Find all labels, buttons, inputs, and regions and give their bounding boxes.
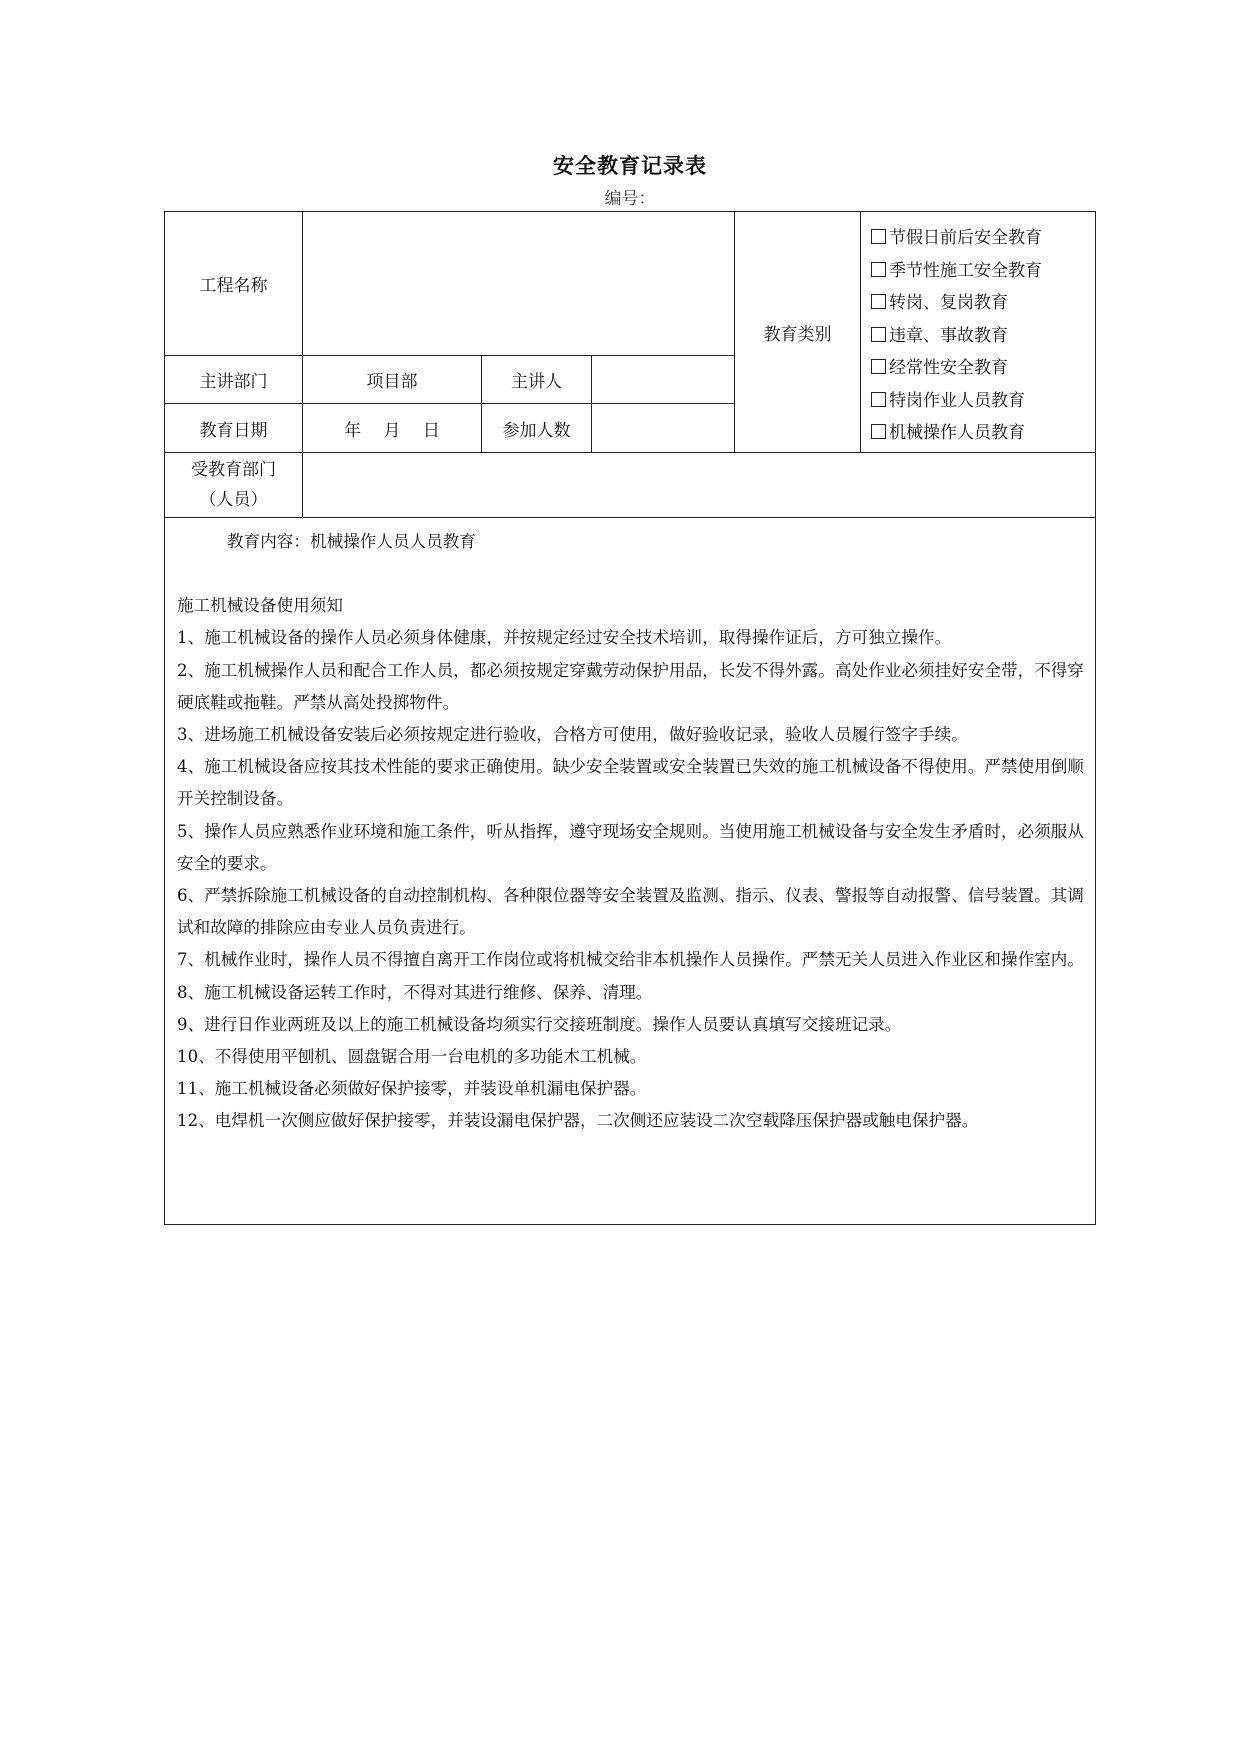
education-type-option[interactable] [871,385,1095,418]
content-item: 1、施工机械设备的操作人员必须身体健康，并按规定经过安全技术培训，取得操作证后，方可独立操作。 [177,628,952,648]
education-type-option-label: 转岗、复岗教育 [889,293,1009,313]
content-item: 3、进场施工机械设备安装后必须按规定进行验收，合格方可使用，做好验收记录，验收人员履行签字手续。 [177,725,968,745]
recipients-label-line2: （人员） [199,490,268,510]
education-type-option-label: 违章、事故教育 [889,325,1009,346]
content-item: 12、电焊机一次侧应做好保护接零，并装设漏电保护器，二次侧还应装设二次空载降压保护器或触电保护器。 [177,1111,979,1131]
education-type-option-label: 特岗作业人员教育 [889,390,1026,411]
education-date-label: 教育日期 [165,404,303,453]
lecture-department-field[interactable]: 项目部 [303,356,482,404]
education-type-option-label: 机械操作人员教育 [889,423,1026,443]
content-item: 5、操作人员应熟悉作业环境和施工条件，听从指挥，遵守现场安全规则。当使用施工机械设备与安全发生矛盾时，必须服从安全的要求。 [177,821,1084,873]
education-type-option[interactable] [871,352,1095,385]
lecturer-field[interactable] [592,356,735,404]
spacer [177,558,1085,590]
education-type-option-label: 节假日前后安全教育 [889,228,1043,248]
content-item: 2、施工机械操作人员和配合工作人员，都必须按规定穿戴劳动保护用品，长发不得外露。高处作业必须挂好安全带，不得穿硬底鞋或拖鞋。严禁从高处投掷物件。 [177,660,1084,712]
content-item: 10、不得使用平刨机、圆盘锯合用一台电机的多功能木工机械。 [177,1047,647,1067]
education-date-field[interactable]: 年 月 日 [303,404,482,453]
education-type-label: 教育类别 [735,212,861,453]
content-item: 6、严禁拆除施工机械设备的自动控制机构、各种限位器等安全装置及监测、指示、仪表、警报等自动报警、信号装置。其调试和故障的排除应由专业人员负责进行。 [177,886,1084,938]
education-type-option-label: 季节性施工安全教育 [889,260,1043,281]
serial-number-label: 编号： [604,189,656,209]
education-type-option[interactable] [871,222,1095,255]
checkbox-icon[interactable] [871,229,886,244]
content-item: 4、施工机械设备应按其技术性能的要求正确使用。缺少安全装置或安全装置已失效的施工机械设备不得使用。严禁使用倒顺开关控制设备。 [177,757,1084,809]
education-type-options [861,212,1096,453]
safety-education-form [164,211,1096,1225]
lecturer-label: 主讲人 [482,356,592,404]
recipients-label [165,453,303,518]
content-item: 9、进行日作业两班及以上的施工机械设备均须实行交接班制度。操作人员要认真填写交接班记录。 [177,1014,902,1034]
education-content-heading: 教育内容：机械操作人员人员教育 [227,532,476,551]
education-content-cell [165,518,1096,1225]
checkbox-icon[interactable] [871,424,886,439]
project-name-field[interactable] [303,212,735,356]
checkbox-icon[interactable] [871,262,886,277]
content-item: 7、机械作业时，操作人员不得擅自离开工作岗位或将机械交给非本机操作人员操作。严禁无关人员进入作业区和操作室内。 [177,950,1084,970]
document-title: 安全教育记录表 [553,153,707,178]
content-subheading: 施工机械设备使用须知 [177,596,343,616]
participants-label: 参加人数 [482,404,592,453]
checkbox-icon[interactable] [871,294,886,309]
recipients-label-line1: 受教育部门 [191,460,276,480]
education-type-option-label: 经常性安全教育 [889,358,1009,378]
checkbox-icon[interactable] [871,392,886,407]
content-item: 11、施工机械设备必须做好保护接零，并装设单机漏电保护器。 [177,1079,647,1099]
education-type-option[interactable] [871,417,1095,450]
checkbox-icon[interactable] [871,327,886,342]
content-item: 8、施工机械设备运转工作时，不得对其进行维修、保养、清理。 [177,982,653,1002]
checkbox-icon[interactable] [871,359,886,374]
lecture-department-label: 主讲部门 [165,356,303,404]
participants-field[interactable] [592,404,735,453]
education-type-option[interactable] [871,255,1095,288]
education-type-option[interactable] [871,320,1095,353]
education-type-option[interactable] [871,287,1095,320]
project-name-label: 工程名称 [165,212,303,356]
recipients-field[interactable] [303,453,1096,518]
